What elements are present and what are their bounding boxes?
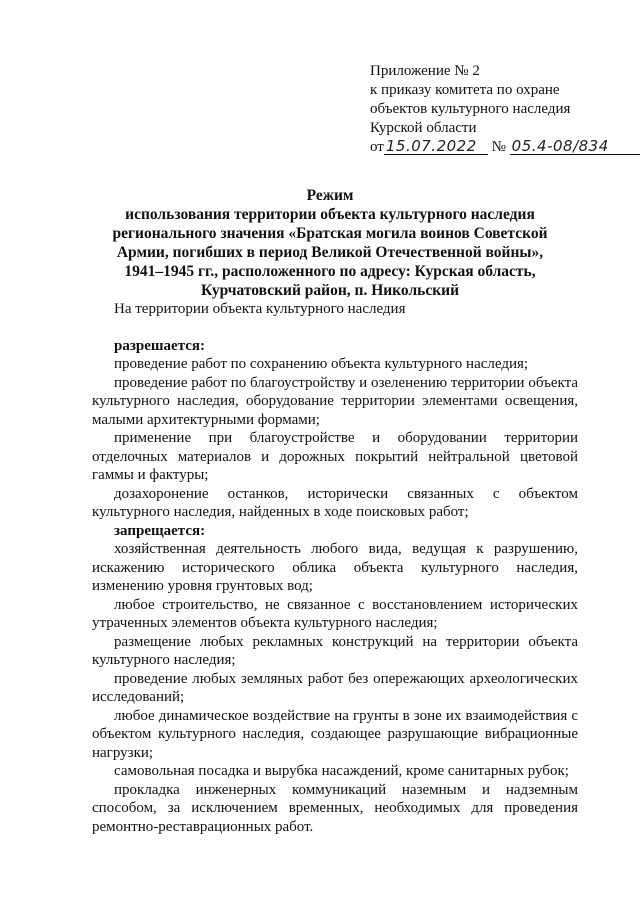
appendix-order-ref: к приказу комитета по охране: [370, 82, 560, 98]
title-line: использования территории объекта культурного наследия: [125, 206, 535, 223]
forbidden-item: самовольная посадка и вырубка насаждений, кроме санитарных рубок;: [114, 763, 569, 779]
title-line: 1941–1945 гг., расположенного по адресу: Курская область,: [124, 263, 536, 280]
appendix-committee: объектов культурного наследия: [370, 101, 571, 117]
forbidden-item: размещение любых рекламных конструкций на территории объекта культурного наследия;: [92, 633, 578, 668]
allowed-item: проведение работ по благоустройству и озеленению территории объекта культурного наследия, оборудование территории элементами освещения, малыми архитектурными формами;: [92, 374, 578, 428]
title-line: Режим: [306, 187, 354, 204]
allowed-item: применение при благоустройстве и оборудовании территории отделочных материалов и дорожных покрытий нейтральной цветовой гаммы и фактуры;: [92, 430, 578, 483]
allowed-item: проведение работ по сохранению объекта культурного наследия;: [114, 356, 529, 372]
allowed-item: дозахоронение останков, исторически связанных с объектом культурного наследия, найденных в ходе поисковых работ;: [92, 485, 578, 520]
intro-text: На территории объекта культурного наследия: [114, 301, 406, 317]
number-sign: №: [491, 139, 506, 155]
forbidden-item: прокладка инженерных коммуникаций наземным и надземным способом, за исключением временных, необходимых для проведения ремонтно-реставрационных работ.: [92, 781, 578, 835]
handwritten-date: 15.07.2022: [384, 138, 488, 155]
title-line: регионального значения «Братская могила воинов Советской: [112, 225, 548, 242]
forbidden-item: проведение любых земляных работ без опережающих археологических исследований;: [92, 670, 578, 705]
forbidden-item: хозяйственная деятельность любого вида, ведущая к разрушению, искажению исторического облика объекта культурного наследия, изменению уровня грунтовых вод;: [92, 541, 578, 594]
handwritten-number: 05.4-08/834: [510, 138, 640, 155]
forbidden-item: любое строительство, не связанное с восстановлением исторических утраченных элементов объекта культурного наследия;: [92, 596, 578, 631]
forbidden-item: любое динамическое воздействие на грунты в зоне их взаимодействия с объектом культурного наследия, создающее разрушающие вибрационные нагрузки;: [92, 707, 578, 761]
appendix-date-number-line: [370, 138, 620, 157]
appendix-region: Курской области: [370, 120, 477, 136]
title-line: Армии, погибших в период Великой Отечественной войны»,: [116, 244, 544, 261]
title-line: Курчатовский район, п. Никольский: [200, 282, 460, 299]
appendix-block: [370, 62, 620, 157]
document-body: [92, 300, 578, 836]
document-title: [110, 186, 550, 300]
forbidden-heading: запрещается:: [114, 522, 206, 539]
appendix-title: Приложение № 2: [370, 63, 480, 79]
allowed-heading: разрешается:: [114, 337, 206, 354]
from-prefix: от: [370, 139, 384, 155]
